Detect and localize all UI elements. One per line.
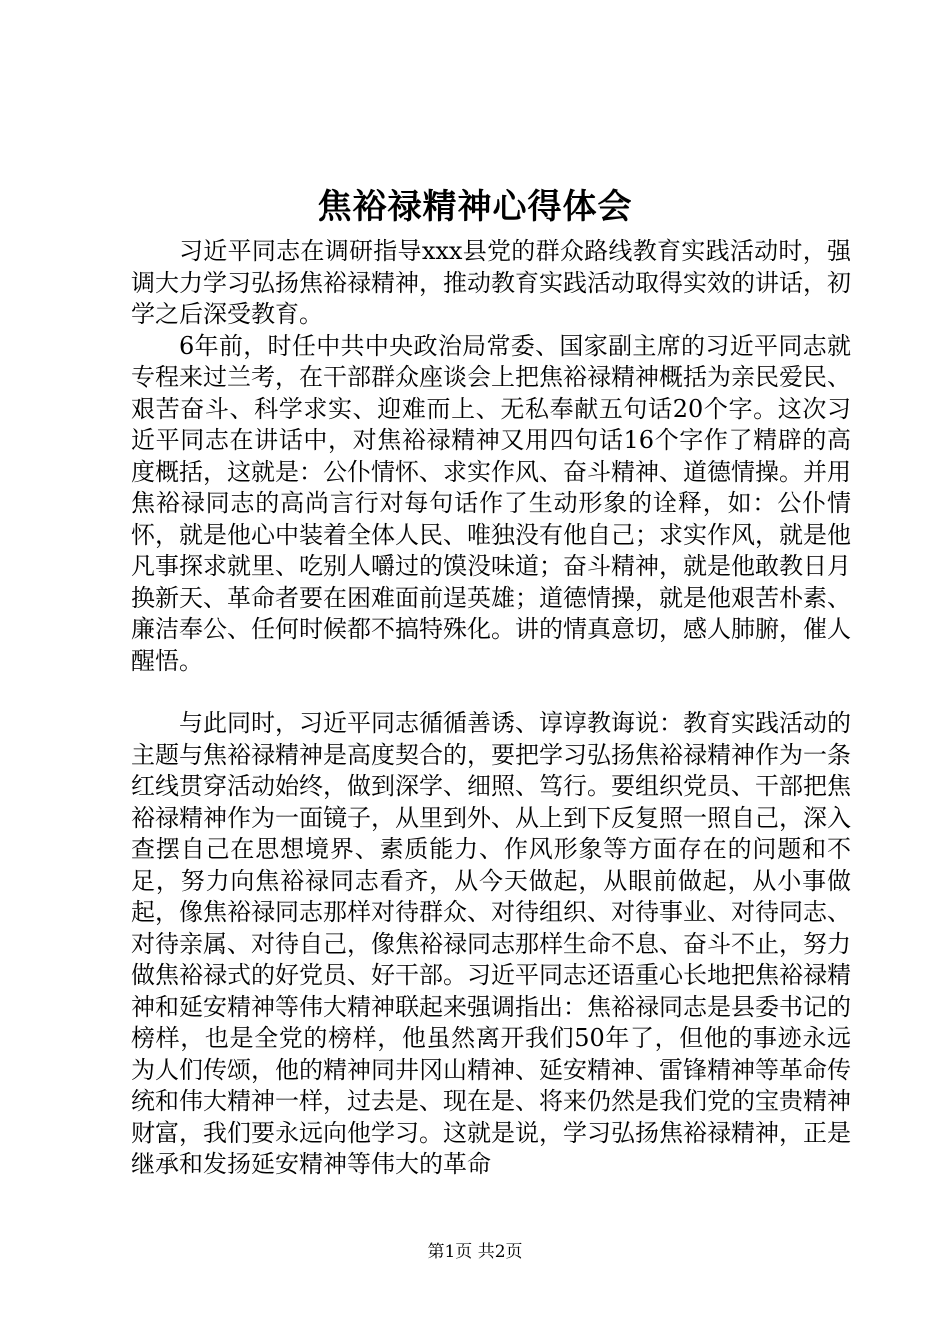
page-footer: 第1页 共2页 [427,1242,523,1262]
paragraph-spacer [131,677,851,708]
paragraph-2: 6年前，时任中共中央政治局常委、国家副主席的习近平同志就专程来过兰考，在干部群众座谈会上把焦裕禄精神概括为亲民爱民、艰苦奋斗、科学求实、迎难而上、无私奉献五句话20个字。这次习近平同志在讲话中，对焦裕禄精神又用四句话16个字作了精辟的高度概括，这就是：公仆情怀、求实作风、奋斗精神、道德情操。并用焦裕禄同志的高尚言行对每句话作了生动形象的诠释，如：公仆情怀，就是他心中装着全体人民、唯独没有他自己；求实作风，就是他凡事探求就里、吃别人嚼过的馍没味道；奋斗精神，就是他敢教日月换新天、革命者要在困难面前逞英雄；道德情操，就是他艰苦朴素、廉洁奉公、任何时候都不搞特殊化。讲的情真意切，感人肺腑，催人醒悟。 [131,331,851,675]
paragraph-1: 习近平同志在调研指导xxx县党的群众路线教育实践活动时，强调大力学习弘扬焦裕禄精神，推动教育实践活动取得实效的讲话，初学之后深受教育。 [131,237,851,328]
document-title: 焦裕禄精神心得体会 [317,187,633,227]
paragraph-3: 与此同时，习近平同志循循善诱、谆谆教诲说：教育实践活动的主题与焦裕禄精神是高度契合的，要把学习弘扬焦裕禄精神作为一条红线贯穿活动始终，做到深学、细照、笃行。要组织党员、干部把焦裕禄精神作为一面镜子，从里到外、从上到下反复照一照自己，深入查摆自己在思想境界、素质能力、作风形象等方面存在的问题和不足，努力向焦裕禄同志看齐，从今天做起，从眼前做起，从小事做起，像焦裕禄同志那样对待群众、对待组织、对待事业、对待同志、对待亲属、对待自己，像焦裕禄同志那样生命不息、奋斗不止，努力做焦裕禄式的好党员、好干部。习近平同志还语重心长地把焦裕禄精神和延安精神等伟大精神联起来强调指出：焦裕禄同志是县委书记的榜样，也是全党的榜样，他虽然离开我们50年了，但他的事迹永远为人们传颂，他的精神同井冈山精神、延安精神、雷锋精神等革命传统和伟大精神一样，过去是、现在是、将来仍然是我们党的宝贵精神财富，我们要永远向他学习。这就是说，学习弘扬焦裕禄精神，正是继承和发扬延安精神等伟大的革命 [131,709,851,1178]
document-body [131,236,851,1181]
